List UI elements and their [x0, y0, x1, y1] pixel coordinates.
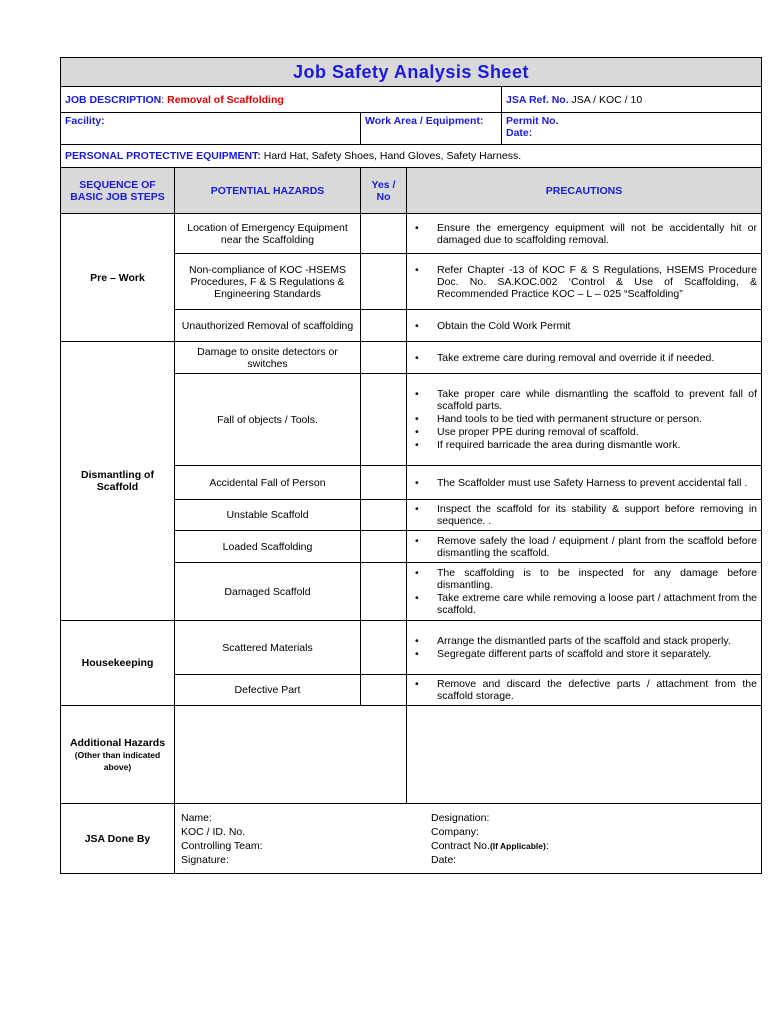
permit-label: Permit No. — [506, 115, 559, 127]
precaution-cell — [407, 621, 762, 675]
precaution-item: • Obtain the Cold Work Permit — [415, 319, 571, 332]
ppe-label: PERSONAL PROTECTIVE EQUIPMENT: — [65, 150, 261, 162]
precaution-item: • Ensure the emergency equipment will not be accidentally hit or damaged due to scaffolding removal. — [415, 221, 757, 246]
job-description-label: JOB DESCRIPTION — [65, 93, 162, 106]
yesno-cell — [361, 621, 407, 675]
bullet-icon: • — [415, 351, 419, 364]
hazard-cell: Unstable Scaffold — [175, 500, 361, 531]
bullet-icon: • — [415, 503, 419, 515]
precaution-item: • If required barricade the area during dismantle work. — [415, 439, 681, 451]
col-hazards-header: POTENTIAL HAZARDS — [175, 168, 361, 214]
hazard-cell: Unauthorized Removal of scaffolding — [175, 310, 361, 342]
bullet-icon: • — [415, 635, 419, 647]
bullet-icon: • — [415, 678, 419, 690]
col-precautions-header: PRECAUTIONS — [407, 168, 762, 214]
yesno-cell — [361, 675, 407, 706]
page-title: Job Safety Analysis Sheet — [61, 58, 762, 87]
additional-hazards-input[interactable] — [175, 706, 407, 804]
yesno-cell — [361, 500, 407, 531]
precaution-item: • Remove and discard the defective parts / attachment from the scaffold storage. — [415, 678, 757, 702]
step-dismantling: Dismantling of Scaffold — [61, 342, 175, 621]
yesno-cell — [361, 531, 407, 563]
precaution-item: • Take extreme care during removal and override it if needed. — [415, 351, 715, 364]
work-area-label: Work Area / Equipment: — [361, 113, 502, 145]
hazard-cell: Damaged Scaffold — [175, 563, 361, 621]
hazard-cell: Accidental Fall of Person — [175, 466, 361, 500]
precaution-cell — [407, 214, 762, 254]
precaution-item: • The scaffolding is to be inspected for any damage before dismantling. — [415, 567, 757, 591]
precaution-cell — [407, 342, 762, 374]
bullet-icon: • — [415, 592, 419, 604]
precaution-item: • Remove safely the load / equipment / plant from the scaffold before dismantling the scaffold. — [415, 534, 757, 559]
hazard-cell: Loaded Scaffolding — [175, 531, 361, 563]
name-label: Name: — [181, 811, 212, 824]
yesno-cell — [361, 214, 407, 254]
additional-hazards-label: Additional Hazards — [69, 736, 166, 749]
yesno-cell — [361, 466, 407, 500]
precaution-item: • Segregate different parts of scaffold and store it separately. — [415, 648, 712, 660]
signature-label: Signature: — [181, 853, 229, 866]
precaution-item: • Take extreme care while removing a loose part / attachment from the scaffold. — [415, 592, 757, 616]
hazard-cell: Defective Part — [175, 675, 361, 706]
precaution-cell — [407, 563, 762, 621]
yesno-cell — [361, 310, 407, 342]
company-label: Company: — [431, 825, 479, 838]
jsa-ref — [502, 87, 762, 113]
bullet-icon: • — [415, 648, 419, 660]
bullet-icon: • — [415, 221, 419, 234]
precaution-item: • Take proper care while dismantling the scaffold to prevent fall of scaffold parts. — [415, 388, 757, 412]
designation-label: Designation: — [431, 811, 490, 824]
precaution-item: • Refer Chapter -13 of KOC F & S Regulations, HSEMS Procedure Doc. No. SA.KOC.002 ‘Control & Use of Scaffolding, & Recommended Practice KOC – L – 025 “Scaffolding” — [415, 263, 757, 300]
hazard-cell: Location of Emergency Equipment near the Scaffolding — [175, 214, 361, 254]
precaution-item: • Inspect the scaffold for its stability & support before removing in sequence. . — [415, 503, 757, 527]
additional-hazards-note: (Other than indicated above) — [74, 749, 161, 772]
yesno-cell — [361, 374, 407, 466]
ppe-row — [61, 145, 762, 168]
precaution-item: • The Scaffolder must use Safety Harness to prevent accidental fall . — [415, 476, 748, 489]
precaution-cell — [407, 500, 762, 531]
bullet-icon: • — [415, 426, 419, 438]
facility-label: Facility: — [61, 113, 361, 145]
hazard-cell: Non-compliance of KOC -HSEMS Procedures, F & S Regulations & Engineering Standards — [175, 254, 361, 310]
date-label: Date: — [506, 127, 533, 139]
contract-no-label: Contract No.(If Applicable): — [431, 839, 549, 852]
bullet-icon: • — [415, 567, 419, 579]
precaution-cell — [407, 531, 762, 563]
jsa-done-by-label: JSA Done By — [61, 804, 175, 874]
step-pre-work: Pre – Work — [61, 214, 175, 342]
jsa-sheet — [60, 57, 762, 874]
precaution-cell — [407, 310, 762, 342]
job-description-value: Removal of Scaffolding — [167, 93, 284, 106]
precaution-item: • Arrange the dismantled parts of the scaffold and stack properly. — [415, 635, 731, 647]
jsa-ref-value: JSA / KOC / 10 — [571, 93, 643, 106]
yesno-cell — [361, 563, 407, 621]
koc-id-label: KOC / ID. No. — [181, 825, 246, 838]
ppe-value: Hard Hat, Safety Shoes, Hand Gloves, Safety Harness. — [263, 150, 522, 162]
hazard-cell: Damage to onsite detectors or switches — [175, 342, 361, 374]
bullet-icon: • — [415, 388, 419, 400]
precaution-cell — [407, 374, 762, 466]
precaution-cell — [407, 675, 762, 706]
controlling-team-label: Controlling Team: — [181, 839, 263, 852]
jsa-done-by-details — [175, 804, 762, 874]
yesno-cell — [361, 342, 407, 374]
precaution-cell — [407, 466, 762, 500]
if-applicable-note: (If Applicable) — [489, 840, 546, 851]
bullet-icon: • — [415, 534, 419, 547]
bullet-icon: • — [415, 413, 419, 425]
precaution-cell — [407, 254, 762, 310]
step-housekeeping: Housekeeping — [61, 621, 175, 706]
permit-cell — [502, 113, 762, 145]
bullet-icon: • — [415, 263, 419, 276]
job-description: JOB DESCRIPTION: Removal of Scaffolding — [61, 87, 502, 113]
col-sequence-header: SEQUENCE OF BASIC JOB STEPS — [61, 168, 175, 214]
precaution-item: • Use proper PPE during removal of scaffold. — [415, 426, 639, 438]
hazard-cell: Scattered Materials — [175, 621, 361, 675]
hazard-cell: Fall of objects / Tools. — [175, 374, 361, 466]
bullet-icon: • — [415, 319, 419, 332]
precaution-item: • Hand tools to be tied with permanent structure or person. — [415, 413, 702, 425]
done-date-label: Date: — [431, 853, 457, 866]
additional-hazards — [61, 706, 175, 804]
additional-precautions-input[interactable] — [407, 706, 762, 804]
col-yesno-header: Yes / No — [361, 168, 407, 214]
bullet-icon: • — [415, 476, 419, 489]
bullet-icon: • — [415, 439, 419, 451]
jsa-ref-label: JSA Ref. No. — [506, 93, 569, 106]
yesno-cell — [361, 254, 407, 310]
